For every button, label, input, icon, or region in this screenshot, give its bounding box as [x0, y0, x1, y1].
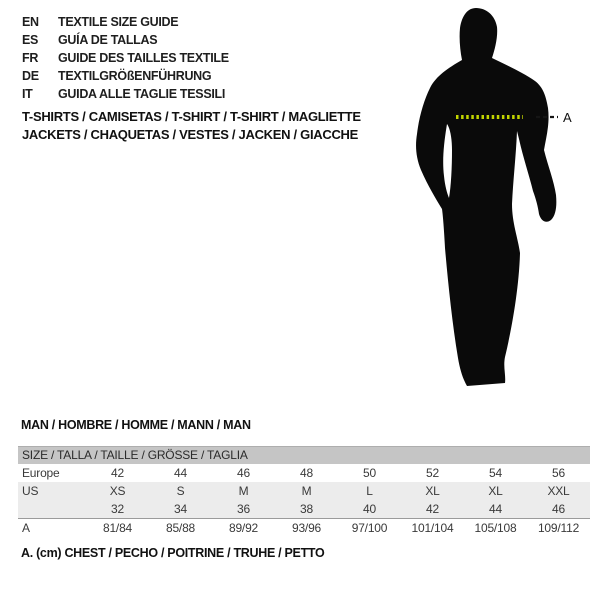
measurement-figure	[400, 0, 600, 400]
size-cell: 34	[174, 502, 187, 516]
size-cell: M	[301, 484, 312, 498]
size-cell: 48	[300, 466, 313, 480]
language-code: ES	[22, 33, 39, 47]
language-row-it	[22, 85, 229, 103]
language-title: TEXTILE SIZE GUIDE	[58, 15, 179, 29]
size-cell: XL	[488, 484, 503, 498]
size-cell: 105/108	[474, 521, 517, 535]
language-code: IT	[22, 87, 33, 101]
size-cell: 42	[426, 502, 439, 516]
category-tshirts: T-SHIRTS / CAMISETAS / T-SHIRT / T-SHIRT / MAGLIETTE	[22, 109, 361, 124]
size-cell: 36	[237, 502, 250, 516]
footnote-chest-legend: A. (cm) CHEST / PECHO / POITRINE / TRUHE / PETTO	[21, 546, 325, 560]
size-cell: S	[176, 484, 185, 498]
size-cell: 81/84	[102, 521, 133, 535]
size-cell: XL	[425, 484, 440, 498]
size-cell: 46	[237, 466, 250, 480]
table-header: SIZE / TALLA / TAILLE / GRÖSSE / TAGLIA	[18, 446, 590, 464]
size-cell: 109/112	[537, 521, 580, 535]
size-cell: XXL	[547, 484, 570, 498]
language-row-de	[22, 67, 229, 85]
language-list	[22, 13, 229, 103]
size-cell: 97/100	[351, 521, 388, 535]
size-cell: 44	[174, 466, 187, 480]
language-code: DE	[22, 69, 39, 83]
size-cell: 85/88	[165, 521, 196, 535]
language-title: GUÍA DE TALLAS	[58, 33, 158, 47]
section-title-man: MAN / HOMBRE / HOMME / MANN / MAN	[21, 418, 251, 432]
category-list	[22, 108, 361, 144]
size-cell: 44	[489, 502, 502, 516]
size-cell: 89/92	[228, 521, 259, 535]
size-cell: 54	[489, 466, 502, 480]
table-row-europe	[18, 464, 590, 482]
size-cell: M	[238, 484, 249, 498]
size-cell: 93/96	[291, 521, 322, 535]
size-cell: 38	[300, 502, 313, 516]
language-title: GUIDA ALLE TAGLIE TESSILI	[58, 87, 226, 101]
language-code: EN	[22, 15, 39, 29]
size-cell: 52	[426, 466, 439, 480]
size-table	[18, 446, 590, 537]
size-cell: 46	[552, 502, 565, 516]
size-cell: 50	[363, 466, 376, 480]
category-jackets: JACKETS / CHAQUETAS / VESTES / JACKEN / GIACCHE	[22, 127, 358, 142]
row-label: Europe	[22, 466, 60, 480]
size-cell: L	[366, 484, 373, 498]
table-row-chest-a	[18, 518, 590, 537]
language-row-en	[22, 13, 229, 31]
language-row-es	[22, 31, 229, 49]
language-code: FR	[22, 51, 39, 65]
table-row-us	[18, 482, 590, 500]
size-cell: XS	[109, 484, 126, 498]
size-cell: 32	[111, 502, 124, 516]
language-row-fr	[22, 49, 229, 67]
row-label: US	[22, 484, 39, 498]
language-title: TEXTILGRÖßENFÜHRUNG	[58, 69, 212, 83]
table-row-us-numeric	[18, 500, 590, 518]
row-label	[18, 500, 86, 518]
size-cell: 56	[552, 466, 565, 480]
row-label: A	[22, 521, 30, 535]
size-cell: 101/104	[411, 521, 454, 535]
measure-label-a: A	[563, 110, 572, 125]
man-silhouette	[416, 8, 556, 386]
language-title: GUIDE DES TAILLES TEXTILE	[58, 51, 229, 65]
size-cell: 42	[111, 466, 124, 480]
size-cell: 40	[363, 502, 376, 516]
